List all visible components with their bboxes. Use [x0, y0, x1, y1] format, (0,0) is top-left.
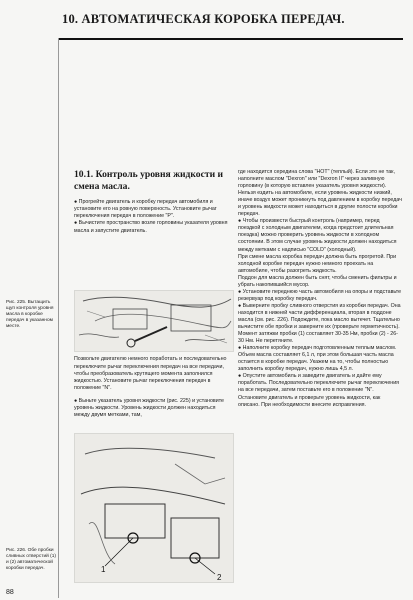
left-column-top: [74, 199, 232, 235]
page-number: 88: [6, 589, 14, 596]
right-column: [238, 169, 403, 409]
paragraph: ● Наполните коробку передач подготовленным теплым маслом. Объем масла составляет 6,1 л, при этом большая часть масла остается в коробке передач. Укажем на то, чтобы полностью заполнить коробку передач, нужно лишь 4,5 л.: [238, 345, 397, 373]
figure-226-caption: Рис. 226. Обе пробки сливных отверстий (1) и (2) автоматической коробки передач.: [6, 548, 56, 572]
paragraph: ● Установите переднюю часть автомобиля на опоры и подставьте резервуар под коробку передач.: [238, 288, 402, 302]
figure-225-illustration: [74, 290, 234, 352]
paragraph: ● Чтобы произвести быстрый контроль (например, перед поездкой с холодным двигателем, когда предстоит длительная поездка) можно проверить уровень жидкости в холодном состоянии. В этом случае уровень жидкости должен находиться между метками с надписью "COLD" (холодный).: [238, 218, 397, 253]
section-heading: 10.1. Контроль уровня жидкости и смена масла.: [74, 169, 224, 192]
paragraph: ● Выверните пробку сливного отверстия из коробки передач. Она находится в нижней части дифференциала, вторая в поддоне масла (см. рис. 226). Подождите, пока масло вытечет. Тщательно вычистите обе пробки и заверните их (проверьте герметичность). Момент затяжки пробки (1) составляет 30-35 Нм, пробки (2) - 26-30 Нм. Не перетяните.: [238, 302, 401, 345]
drain-plugs-drawing: [75, 434, 233, 582]
left-column-bottom: [74, 351, 232, 425]
paragraph: Позвольте двигателю немного поработать и последовательно переключите рычаг переключения передач на все передачи, чтобы преобразователь крутящего момента заполнился жидкостью. Установите рычаг переключения передач в положение "N".: [74, 356, 227, 392]
paragraph: ● Опустите автомобиль и заведите двигатель и дайте ему поработать. Последовательно переключите рычаг переключения на все передачи, затем поставьте его в положение "N". Остановите двигатель и проверьте уровень жидкости, как описано. При необходимости внесите исправления.: [238, 373, 400, 408]
paragraph: ● Выньте указатель уровня жидкости (рис. 225) и установите уровень жидкости. Уровень жидкости должен находиться между двумя метками, там,: [74, 397, 225, 419]
figure-226-illustration: [74, 433, 234, 583]
paragraph: ● Вычистите пространство возле горловины указателя уровня масла и запустите двигатель.: [74, 220, 228, 234]
paragraph: При смене масла коробка передач должна быть прогретой. При холодной коробке передач нужно немного проехать на автомобиле, чтобы разогреть жидкость.: [238, 253, 397, 274]
paragraph: где находится середина слова "HOT" (теплый). Если это не так, наполните маслом "Dexron" или "Dexron II" через заливную горловину (в которую вставлен указатель уровня жидкости). Нельзя ездить на автомобиле, если уровень жидкости низкий, иначе воздух может проникнуть под давлением в коробку передач и уровень жидкости может находиться в другие полости коробки передач.: [238, 169, 402, 218]
plug-2-label: 2: [217, 573, 222, 582]
figure-225-caption: Рис. 225. Вытащить щуп контроля уровня масла в коробке передач в указанном месте.: [6, 300, 54, 330]
chapter-title: 10. АВТОМАТИЧЕСКАЯ КОРОБКА ПЕРЕДАЧ.: [62, 12, 345, 26]
chapter-rule: [58, 38, 403, 40]
plug-1-label: 1: [101, 565, 106, 574]
margin-divider: [58, 38, 59, 598]
dipstick-drawing: [75, 291, 233, 351]
paragraph: Поддон для масла должен быть снят, чтобы сменить фильтры и убрать накопившийся мусор.: [238, 274, 397, 288]
paragraph: ● Прогрейте двигатель и коробку передач автомобиля и установите его на ровную поверхность. Установите рычаг переключения передач в положение "P".: [74, 199, 217, 220]
